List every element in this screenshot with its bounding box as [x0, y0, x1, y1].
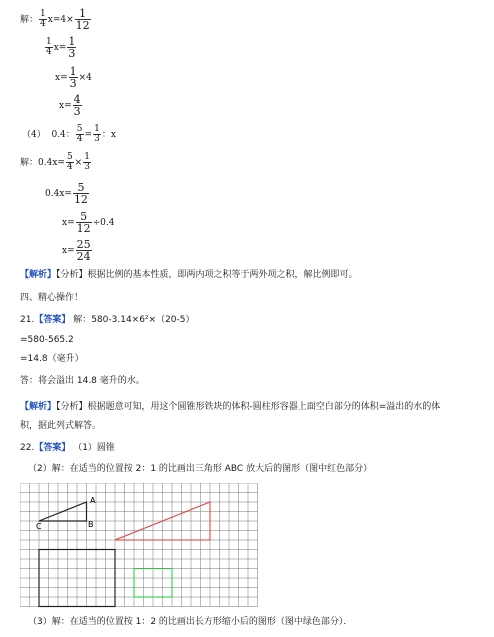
fraction [39, 10, 47, 29]
expr-text: ：x [101, 130, 116, 141]
expr-text: 0.4x= [45, 189, 72, 200]
question-number: 22. [20, 443, 35, 453]
numerator: 5 [73, 182, 89, 194]
denominator: 4 [40, 19, 46, 30]
denominator: 24 [76, 250, 91, 264]
section-title: 四、精心操作！ [20, 293, 84, 303]
expr-text: x= [62, 218, 75, 229]
q22-part-2: （2）解：在适当的位置按 2：1 的比画出三角形 ABC 放大后的图形（图中红色部分） [28, 464, 373, 474]
denominator: 4 [46, 47, 52, 58]
expr-text: ×4 [78, 73, 92, 84]
fraction [75, 8, 91, 31]
solution-4-line-3 [62, 211, 114, 234]
denominator: 3 [68, 47, 76, 61]
analysis-text: 【分析】根据题意可知，用这个圆锥形铁块的体积-圆柱形容器上面空白部分的体积=溢出的水的体 [56, 402, 441, 412]
solution-3-line-3 [55, 66, 92, 89]
expr-text: x= [55, 73, 68, 84]
solution-4-line-2 [45, 182, 90, 205]
expr-text: x= [53, 43, 67, 54]
fraction [66, 153, 74, 172]
numerator: 1 [94, 124, 100, 134]
q21-answer-line [20, 316, 195, 325]
fraction [73, 94, 82, 117]
fraction [69, 66, 78, 89]
analysis-text: 【分析】根据比例的基本性质，即两内项之积等于两外项之积，解比例即可。 [56, 270, 358, 280]
grid-svg [20, 483, 472, 611]
expr-text: ÷0.4 [92, 218, 115, 229]
denominator: 12 [73, 193, 88, 207]
solution-3-line-1 [20, 8, 92, 31]
denominator: 3 [69, 77, 77, 91]
fraction [76, 125, 84, 144]
vertex-label-b: B [88, 520, 94, 529]
analysis-paragraph-2-line-1 [20, 403, 440, 412]
q22-answer-line [20, 444, 115, 453]
solution-4-line-1 [20, 153, 92, 172]
fraction [67, 36, 76, 59]
numerator: 5 [66, 152, 73, 162]
denominator: 12 [76, 222, 91, 236]
q21-line-3: =14.8（毫升） [20, 354, 84, 364]
numerator: 5 [76, 124, 83, 134]
expr-text: x=4× [47, 15, 74, 26]
fraction [45, 38, 53, 57]
analysis-tag: 【解析】 [20, 270, 57, 280]
analysis-paragraph-1 [20, 271, 358, 280]
expr-text: = [84, 130, 93, 141]
expr-text: x= [62, 246, 75, 257]
answer-tag: 【答案】 [34, 315, 71, 325]
solution-3-line-4 [59, 94, 83, 117]
numerator: 1 [68, 35, 76, 48]
vertex-label-a: A [90, 496, 96, 505]
numerator: 1 [84, 152, 90, 162]
problem-label: （4） [22, 130, 46, 141]
numerator: 1 [40, 9, 46, 20]
numerator: 4 [73, 93, 81, 106]
answer-text: 解：580-3.14×6²×（20-5） [70, 315, 195, 325]
problem-4 [22, 125, 116, 144]
grid-lines [20, 483, 258, 607]
fraction [76, 239, 92, 262]
q21-line-2: =580-565.2 [20, 335, 74, 345]
denominator: 3 [73, 105, 81, 119]
denominator: 4 [76, 134, 83, 145]
expr-text: 0.4： [51, 130, 75, 141]
expr-text: × [74, 158, 83, 169]
fraction [83, 153, 91, 172]
solution-3-line-2 [44, 36, 77, 59]
numerator: 5 [76, 211, 92, 223]
denominator: 4 [66, 162, 73, 173]
denominator: 3 [84, 162, 90, 173]
answer-text: （1）圆锥 [70, 443, 115, 453]
fraction [76, 211, 92, 234]
numerator: 1 [75, 8, 91, 20]
answer-tag: 【答案】 [34, 443, 71, 453]
expr-text: 解：0.4x= [20, 158, 65, 169]
numerator: 25 [76, 238, 91, 251]
analysis-paragraph-2-line-2: 积，据此列式解答。 [20, 421, 102, 431]
expr-text: x= [59, 101, 72, 112]
vertex-label-c: C [36, 522, 42, 531]
grid-figure [20, 483, 472, 611]
solution-prefix: 解： [20, 15, 39, 26]
q21-line-4: 答：将会溢出 14.8 毫升的水。 [20, 376, 145, 386]
numerator: 1 [69, 65, 77, 78]
solution-4-line-4 [62, 239, 93, 262]
q22-part-3: （3）解：在适当的位置按 1：2 的比画出长方形缩小后的图形（图中绿色部分）． [28, 617, 353, 627]
fraction [73, 182, 89, 205]
denominator: 12 [75, 19, 90, 33]
fraction [93, 125, 101, 144]
question-number: 21. [20, 315, 35, 325]
numerator: 1 [46, 37, 52, 48]
denominator: 3 [94, 134, 100, 145]
analysis-tag: 【解析】 [20, 402, 57, 412]
